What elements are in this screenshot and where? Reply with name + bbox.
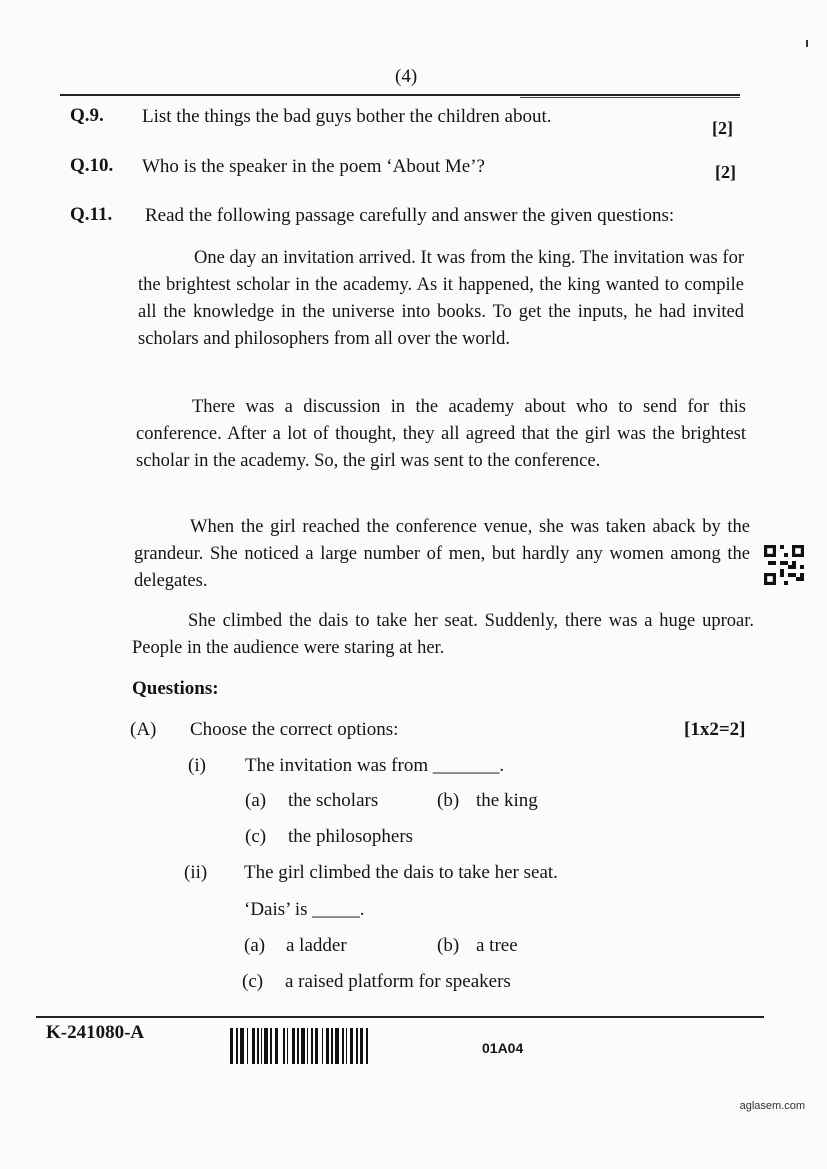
header-rule-secondary bbox=[520, 97, 740, 98]
question-11-text: Read the following passage carefully and answer the given questions: bbox=[145, 205, 675, 226]
question-9-marks: [2] bbox=[712, 118, 733, 138]
qr-code-icon bbox=[764, 545, 804, 585]
barcode bbox=[230, 1028, 368, 1064]
footer-rule bbox=[36, 1016, 764, 1018]
question-11-number: Q.11. bbox=[70, 204, 113, 225]
item-ii-subtext: ‘Dais’ is _____. bbox=[244, 899, 365, 920]
passage-paragraph-3: When the girl reached the conference venue, she was taken aback by the grandeur. She noticed a large number of men, but hardly any women among the delegates. bbox=[134, 517, 750, 591]
item-ii-option-b-label: (b) bbox=[437, 935, 460, 956]
paper-code: K-241080-A bbox=[46, 1022, 145, 1043]
question-10-text: Who is the speaker in the poem ‘About Me’? bbox=[142, 156, 485, 177]
item-i-option-c-text: the philosophers bbox=[288, 826, 414, 847]
item-ii-option-c-label: (c) bbox=[242, 971, 264, 992]
question-9-text: List the things the bad guys bother the children about. bbox=[142, 106, 552, 127]
item-i-option-b-text: the king bbox=[476, 790, 538, 811]
item-ii-number: (ii) bbox=[184, 862, 208, 883]
section-a-label: (A) bbox=[130, 719, 157, 740]
question-10-marks: [2] bbox=[715, 162, 736, 182]
item-i-option-a-text: the scholars bbox=[288, 790, 379, 811]
question-10-number: Q.10. bbox=[70, 155, 114, 176]
item-ii-option-b-text: a tree bbox=[476, 935, 518, 956]
barcode-text: 01A04 bbox=[482, 1040, 524, 1056]
questions-heading: Questions: bbox=[132, 678, 219, 699]
watermark: aglasem.com bbox=[739, 1100, 805, 1112]
item-i-number: (i) bbox=[188, 755, 206, 776]
item-i-option-a-label: (a) bbox=[245, 790, 267, 811]
item-ii-option-c-text: a raised platform for speakers bbox=[285, 971, 511, 992]
passage-paragraph-2: There was a discussion in the academy about who to send for this conference. After a lot of thought, they all agreed that the girl was the brightest scholar in the academy. So, the girl was sent to the conference. bbox=[136, 397, 746, 471]
item-ii-option-a-text: a ladder bbox=[286, 935, 347, 956]
section-a-instruction: Choose the correct options: bbox=[190, 719, 399, 740]
item-ii-text: The girl climbed the dais to take her seat. bbox=[244, 862, 558, 883]
item-i-option-c-label: (c) bbox=[245, 826, 267, 847]
section-a-marks: [1x2=2] bbox=[684, 719, 746, 740]
passage-paragraph-1: One day an invitation arrived. It was from the king. The invitation was for the brightest scholar in the academy. As it happened, the king wanted to compile all the knowledge in the universe into books. To get the inputs, he had invited scholars and philosophers from all over the world. bbox=[138, 248, 744, 349]
header-rule bbox=[60, 94, 740, 96]
item-i-text: The invitation was from _______. bbox=[245, 755, 505, 776]
corner-mark bbox=[806, 40, 808, 47]
question-9-number: Q.9. bbox=[70, 105, 104, 126]
item-ii-option-a-label: (a) bbox=[244, 935, 266, 956]
passage-paragraph-4: She climbed the dais to take her seat. Suddenly, there was a huge uproar. People in the audience were staring at her. bbox=[132, 611, 754, 658]
page-number: (4) bbox=[395, 66, 418, 87]
item-i-option-b-label: (b) bbox=[437, 790, 460, 811]
